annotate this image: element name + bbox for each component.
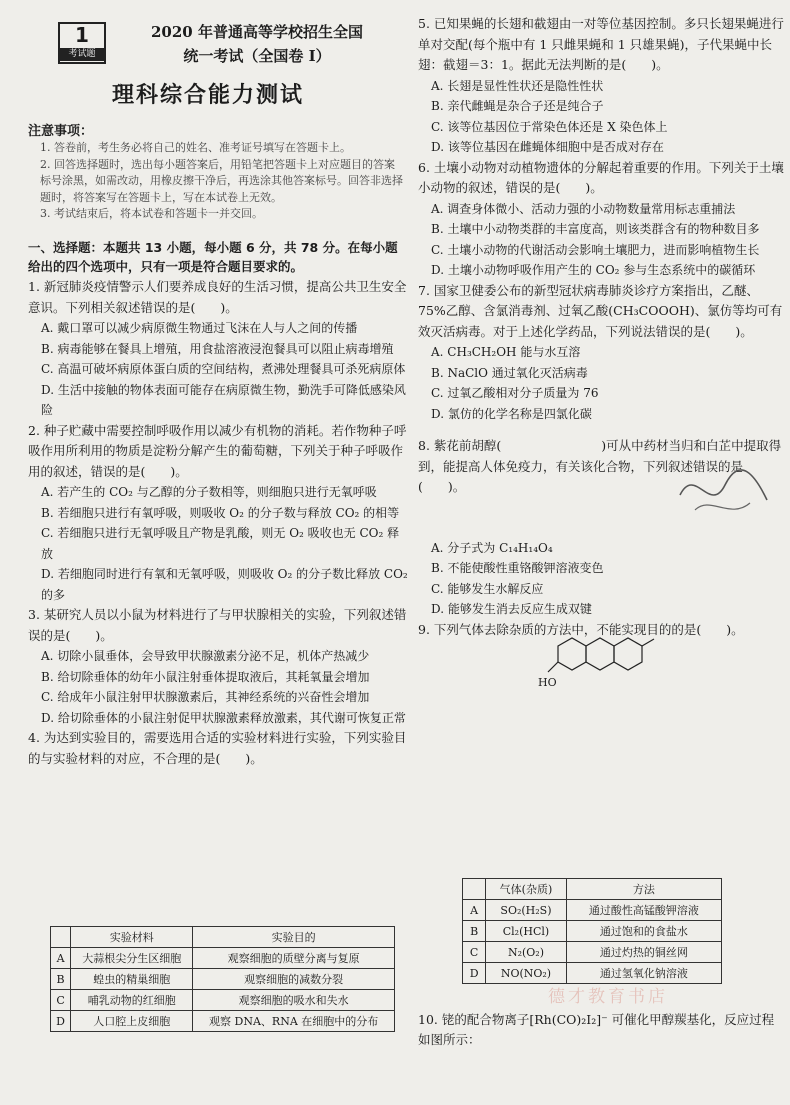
table-row <box>51 1011 395 1032</box>
option: C. 能够发生水解反应 <box>431 581 544 596</box>
notice-heading: 注意事项： <box>28 124 94 139</box>
table-header-cell: 实验目的 <box>193 927 395 948</box>
question-5 <box>418 14 786 158</box>
option: C. 该等位基因位于常染色体还是 X 染色体上 <box>431 119 668 134</box>
option: B. 给切除垂体的幼年小鼠注射垂体提取液后，其耗氧量会增加 <box>41 669 370 684</box>
question-stem: 9. 下列气体去除杂质的方法中，不能实现目的的是( )。 <box>418 621 744 637</box>
table-row <box>463 900 722 921</box>
question-7 <box>418 281 786 425</box>
table-cell: Cl₂(HCl) <box>486 921 566 942</box>
option: D. 给切除垂体的小鼠注射促甲状腺激素释放激素，其代谢可恢复正常 <box>41 710 406 725</box>
pencil-scribble-icon <box>675 455 775 525</box>
table-cell: 通过灼热的铜丝网 <box>566 942 721 963</box>
option: A. CH₃CH₂OH 能与水互溶 <box>431 345 581 359</box>
option: A. 戴口罩可以减少病原微生物通过飞沫在人与人之间的传播 <box>41 321 358 335</box>
table-header-cell: 气体(杂质) <box>486 879 566 900</box>
table-cell: D <box>51 1011 71 1032</box>
table-cell: N₂(O₂) <box>486 942 566 963</box>
option: B. 若细胞只进行有氧呼吸，则吸收 O₂ 的分子数与释放 CO₂ 的相等 <box>41 505 400 520</box>
option: C. 土壤小动物的代谢活动会影响土壤肥力，进而影响植物生长 <box>431 242 760 257</box>
table-cell: 通过酸性高锰酸钾溶液 <box>566 900 721 921</box>
exam-badge <box>58 22 106 64</box>
question-stem: 1. 新冠肺炎疫情警示人们要养成良好的生活习惯，提高公共卫生安全意识。下列相关叙述错误的是( )。 <box>28 279 407 315</box>
table-cell: SO₂(H₂S) <box>486 900 566 921</box>
option: A. 若产生的 CO₂ 与乙醇的分子数相等，则细胞只进行无氧呼吸 <box>41 485 377 499</box>
left-column <box>28 277 408 769</box>
exam-subject: 理科综合能力测试 <box>112 83 305 108</box>
question-6 <box>418 158 786 281</box>
table-cell: A <box>51 948 71 969</box>
table-row <box>51 969 395 990</box>
exam-title-line1: 2020 年普通高等学校招生全国 <box>151 23 363 41</box>
option: B. 亲代雌蝇是杂合子还是纯合子 <box>431 99 604 113</box>
question-stem: 7. 国家卫健委公布的新型冠状病毒肺炎诊疗方案指出，乙醚、75%乙醇、含氯消毒剂、过氧乙酸(CH₃COOOH)、氯仿等均可有效灭活病毒。对于上述化学药品，下列说法错误的是( )。 <box>418 282 783 339</box>
table-row <box>463 921 722 942</box>
table-row <box>463 963 722 984</box>
table-cell: 观察细胞的吸水和失水 <box>193 990 395 1011</box>
table-cell: 人口腔上皮细胞 <box>71 1011 193 1032</box>
table-q4 <box>50 926 395 1032</box>
question-2 <box>28 421 408 606</box>
badge-number: 1 <box>75 23 89 47</box>
table-cell: 观察细胞的减数分裂 <box>193 969 395 990</box>
table-row <box>463 942 722 963</box>
question-stem: 5. 已知果蝇的长翅和截翅由一对等位基因控制。多只长翅果蝇进行单对交配(每个瓶中有 1 只雌果蝇和 1 只雄果蝇)，子代果蝇中长翅：截翅＝3：1。据此无法判断的是( )。 <box>418 16 784 72</box>
table-header-cell: 实验材料 <box>71 927 193 948</box>
table-header-cell <box>463 879 486 900</box>
section-title: 一、选择题：本题共 13 小题，每小题 6 分，共 78 分。在每小题给出的四个选项中，只有一项是符合题目要求的。 <box>28 240 398 274</box>
question-1 <box>28 277 408 421</box>
exam-title-line2: 统一考试（全国卷 I） <box>183 47 331 65</box>
table-header-row <box>463 879 722 900</box>
notice-list <box>40 140 405 223</box>
option: C. 若细胞只进行无氧呼吸且产物是乳酸，则无 O₂ 吸收也无 CO₂ 释放 <box>41 526 400 561</box>
option: C. 高温可破坏病原体蛋白质的空间结构，煮沸处理餐具可杀死病原体 <box>41 362 406 376</box>
option: A. 切除小鼠垂体，会导致甲状腺激素分泌不足，机体产热减少 <box>41 649 370 663</box>
table-cell: B <box>463 921 486 942</box>
table-header-cell: 方法 <box>566 879 721 900</box>
table-header-cell <box>51 927 71 948</box>
table-cell: 通过氢氧化钠溶液 <box>566 963 721 984</box>
option: A. 调查身体微小、活动力强的小动物数量常用标志重捕法 <box>431 201 736 216</box>
table-cell: C <box>51 990 71 1011</box>
table-cell: 观察细胞的质壁分离与复原 <box>193 948 395 969</box>
question-stem: 6. 土壤小动物对动植物遗体的分解起着重要的作用。下列关于土壤小动物的叙述，错误的是( )。 <box>418 159 784 195</box>
notice-item: 1. 答卷前，考生务必将自己的姓名、准考证号填写在答题卡上。 <box>40 141 351 154</box>
option: D. 土壤小动物呼吸作用产生的 CO₂ 参与生态系统中的碳循环 <box>431 263 756 277</box>
option: A. 分子式为 C₁₄H₁₄O₄ <box>431 540 553 555</box>
option: B. 病毒能够在餐具上增殖，用食盐溶液浸泡餐具可以阻止病毒增殖 <box>41 341 394 356</box>
table-cell: 哺乳动物的红细胞 <box>71 990 193 1011</box>
table-cell: 观察 DNA、RNA 在细胞中的分布 <box>193 1011 395 1032</box>
table-row <box>51 948 395 969</box>
table-cell: 通过饱和的食盐水 <box>566 921 721 942</box>
option: C. 给成年小鼠注射甲状腺激素后，其神经系统的兴奋性会增加 <box>41 690 370 704</box>
molecule-label: HO <box>538 676 557 689</box>
table-q9 <box>462 878 722 984</box>
question-stem: 8. 紫花前胡醇( )可从中药材当归和白芷中提取得到，能提高人体免疫力，有关该化合物，下列叙述错误的是( )。 <box>418 438 782 494</box>
option: B. NaClO 通过氧化灭活病毒 <box>431 365 588 380</box>
question-4 <box>28 728 408 769</box>
option: D. 能够发生消去反应生成双键 <box>431 602 592 616</box>
table-cell: 大蒜根尖分生区细胞 <box>71 948 193 969</box>
right-column <box>418 14 786 640</box>
molecule-structure-icon <box>538 628 668 690</box>
notice-item: 2. 回答选择题时，选出每小题答案后，用铅笔把答题卡上对应题目的答案标号涂黑，如需改动，用橡皮擦干净后，再选涂其他答案标号。回答非选择题时，将答案写在答题卡上，写在本试卷上无效。 <box>40 157 403 204</box>
question-stem: 3. 某研究人员以小鼠为材料进行了与甲状腺相关的实验，下列叙述错误的是( )。 <box>28 607 407 643</box>
table-row <box>51 990 395 1011</box>
question-10: 10. 铑的配合物离子[Rh(CO)₂I₂]⁻ 可催化甲醇羰基化，反应过程如图所示： <box>418 1012 775 1047</box>
option: D. 氯仿的化学名称是四氯化碳 <box>431 406 592 421</box>
option: D. 该等位基因在雌蝇体细胞中是否成对存在 <box>431 140 664 154</box>
table-header-row <box>51 927 395 948</box>
exam-title <box>112 20 402 68</box>
notice-item: 3. 考试结束后，将本试卷和答题卡一并交回。 <box>40 207 263 220</box>
table-cell: 蝗虫的精巢细胞 <box>71 969 193 990</box>
option: D. 若细胞同时进行有氧和无氧呼吸，则吸收 O₂ 的分子数比释放 CO₂ 的多 <box>41 567 408 602</box>
table-cell: D <box>463 963 486 984</box>
table-cell: C <box>463 942 486 963</box>
option: B. 土壤中小动物类群的丰富度高，则该类群含有的物种数目多 <box>431 222 760 236</box>
table-cell: NO(NO₂) <box>486 963 566 984</box>
option: C. 过氧乙酸相对分子质量为 76 <box>431 386 599 400</box>
question-3 <box>28 605 408 728</box>
table-cell: A <box>463 900 486 921</box>
option: A. 长翅是显性性状还是隐性性状 <box>431 78 604 93</box>
option: D. 生活中接触的物体表面可能存在病原微生物，勤洗手可降低感染风险 <box>41 382 406 417</box>
store-watermark: 德才教育书店 <box>548 987 668 1007</box>
badge-tag: 考试题 <box>60 48 104 61</box>
question-stem: 2. 种子贮藏中需要控制呼吸作用以减少有机物的消耗。若作物种子呼吸作用所利用的物质是淀粉分解产生的葡萄糖，下列关于种子呼吸作用的叙述，错误的是( )。 <box>28 422 407 479</box>
table-cell: B <box>51 969 71 990</box>
question-stem: 4. 为达到实验目的，需要选用合适的实验材料进行实验，下列实验目的与实验材料的对应，不合理的是( )。 <box>28 730 407 766</box>
option: B. 不能使酸性重铬酸钾溶液变色 <box>431 561 604 575</box>
